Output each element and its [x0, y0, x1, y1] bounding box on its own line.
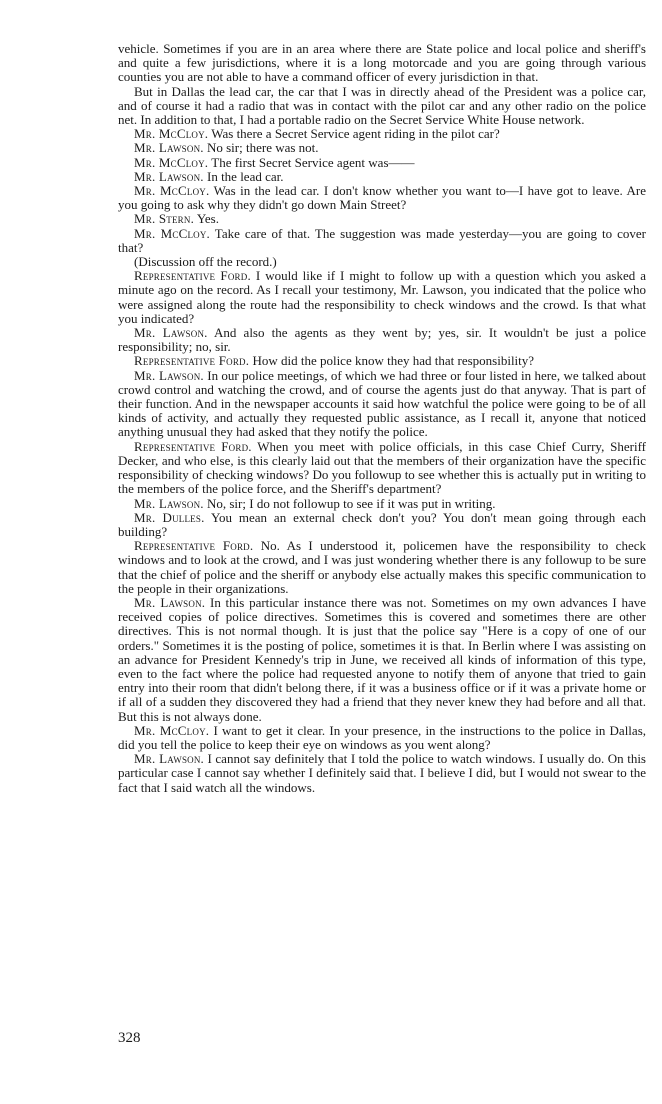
paragraph-text: No. As I understood it, policemen have the responsibility to check windows and to look at the crowd, and I was just wondering whether there is any followup to be sure that the chief of police and the sheriff or anybody else actually makes this specific communication to the people in their organizations.: [118, 538, 646, 596]
paragraph-text: And also the agents as they went by; yes, sir. It wouldn't be just a police responsibility; no, sir.: [118, 325, 647, 355]
speaker-name: Mr. Lawson.: [134, 325, 208, 341]
speaker-name: Mr. McCloy.: [134, 722, 210, 738]
paragraph-20: [118, 724, 646, 752]
paragraph-8: [118, 212, 646, 226]
paragraph-text: I cannot say definitely that I told the police to watch windows. I usually do. On this particular case I cannot say whether I definitely said that. I believe I did, but I would not swear to the fact that I said watch all the windows.: [118, 751, 646, 795]
paragraph-13: [118, 354, 646, 368]
speaker-name: Representative Ford.: [134, 438, 252, 454]
paragraph-text: I want to get it clear. In your presence, in the instructions to the police in Dallas, did you tell the police to keep their eye on windows as you went along?: [118, 722, 647, 752]
paragraph-text: How did the police know they had that responsibility?: [252, 353, 535, 369]
paragraph-text: I would like if I might to follow up with a question which you asked a minute ago on the record. As I recall your testimony, Mr. Lawson, you indicated that the police who were assigned along the route had the responsibility to check windows and the crowd. Is that what you indicated?: [118, 268, 647, 326]
speaker-name: Mr. McCloy.: [134, 154, 209, 170]
paragraph-text: But in Dallas the lead car, the car that I was in directly ahead of the President was a police car, and of course it had a radio that was in contact with the pilot car and any other radio on the police net. In addition to that, I had a portable radio on the Secret Service White House network.: [118, 83, 646, 128]
speaker-name: Mr. Lawson.: [134, 140, 204, 156]
paragraph-text: (Discussion off the record.): [134, 254, 277, 270]
speaker-name: Mr. Lawson.: [134, 168, 204, 184]
speaker-name: Mr. Dulles.: [134, 509, 205, 525]
page-number: 328: [118, 1030, 141, 1046]
speaker-name: Mr. Lawson.: [134, 495, 204, 511]
paragraph-19: [118, 596, 646, 724]
speaker-name: Representative Ford.: [134, 538, 254, 554]
paragraph-text: When you meet with police officials, in this case Chief Curry, Sheriff Decker, and who else, is this clearly laid out that the members of their organization have the specific responsibility of checking windows? Do you followup to see whether this is actually put in writing to the members of the police force, and the Sheriff's department?: [118, 438, 646, 497]
paragraph-21: [118, 752, 646, 795]
speaker-name: Mr. Stern.: [134, 211, 195, 227]
speaker-name: Representative Ford.: [134, 353, 250, 369]
paragraph-2: [118, 85, 646, 128]
speaker-name: Mr. Lawson.: [134, 594, 206, 610]
paragraph-16: [118, 497, 646, 511]
paragraph-text: Take care of that. The suggestion was made yesterday—you are going to cover that?: [118, 225, 646, 255]
speaker-name: Mr. Lawson.: [134, 367, 204, 383]
transcript-page: [118, 42, 646, 795]
paragraph-text: In this particular instance there was not. Sometimes on my own advances I have received copies of police directives. Sometimes this is covered and sometimes there are other directives. This is not normal though. It is just that the police say "Here is a copy of one of our orders." Sometimes it is the posting of police, sometimes it is that. In Berlin where I was assisting on an advance for President Kennedy's trip in June, we received all kinds of information of this type, even to the fact where the police had requested anyone to notify them of anyone that tried to gain entry into their room that didn't belong there, if it was a business office or if it was a private home or if all of a sudden they discovered they had a friend that they never knew they had before and all that. But this is not always done.: [118, 594, 647, 724]
paragraph-4: [118, 141, 646, 155]
paragraph-7: [118, 184, 646, 212]
paragraph-text: Was there a Secret Service agent riding in the pilot car?: [211, 126, 500, 142]
paragraph-text: No, sir; I do not followup to see if it was put in writing.: [206, 495, 496, 511]
speaker-name: Mr. Lawson.: [134, 751, 205, 767]
paragraph-18: [118, 539, 646, 596]
paragraph-text: The first Secret Service agent was——: [211, 154, 415, 170]
speaker-name: Mr. McCloy.: [134, 183, 210, 199]
paragraph-11: [118, 269, 646, 326]
paragraph-text: Was in the lead car. I don't know whether you want to—I have got to leave. Are you going to ask why they didn't go down Main Street?: [118, 183, 647, 213]
paragraph-12: [118, 326, 646, 354]
paragraph-text: No sir; there was not.: [206, 140, 319, 156]
paragraph-9: [118, 227, 646, 255]
paragraph-1: [118, 42, 646, 85]
paragraph-10: [118, 255, 646, 269]
paragraph-5: [118, 156, 646, 170]
paragraph-text: You mean an external check don't you? You don't mean going through each building?: [118, 509, 646, 539]
paragraph-14: [118, 369, 646, 440]
paragraph-text: In our police meetings, of which we had three or four listed in here, we talked about crowd control and watching the crowd, and of course the agents just do that anyway. That is part of their function. And in the newspaper accounts it said how watchful the police were going to be of all kinds of activity, and actually they requested public assistance, as I recall it, anyone that noticed anything unusual they had asked that they notify the police.: [118, 367, 646, 440]
paragraph-17: [118, 511, 646, 539]
speaker-name: Mr. McCloy.: [134, 225, 211, 241]
paragraph-6: [118, 170, 646, 184]
paragraph-15: [118, 440, 646, 497]
speaker-name: Representative Ford.: [134, 268, 251, 284]
speaker-name: Mr. McCloy.: [134, 126, 209, 142]
paragraph-text: In the lead car.: [206, 168, 284, 184]
paragraph-text: vehicle. Sometimes if you are in an area where there are State police and local police and sheriff's and quite a few jurisdictions, where it is a long motorcade and you are going through various counties you are not able to have a command officer of every jurisdiction in that.: [118, 41, 646, 85]
paragraph-3: [118, 127, 646, 141]
paragraph-text: Yes.: [196, 211, 219, 227]
